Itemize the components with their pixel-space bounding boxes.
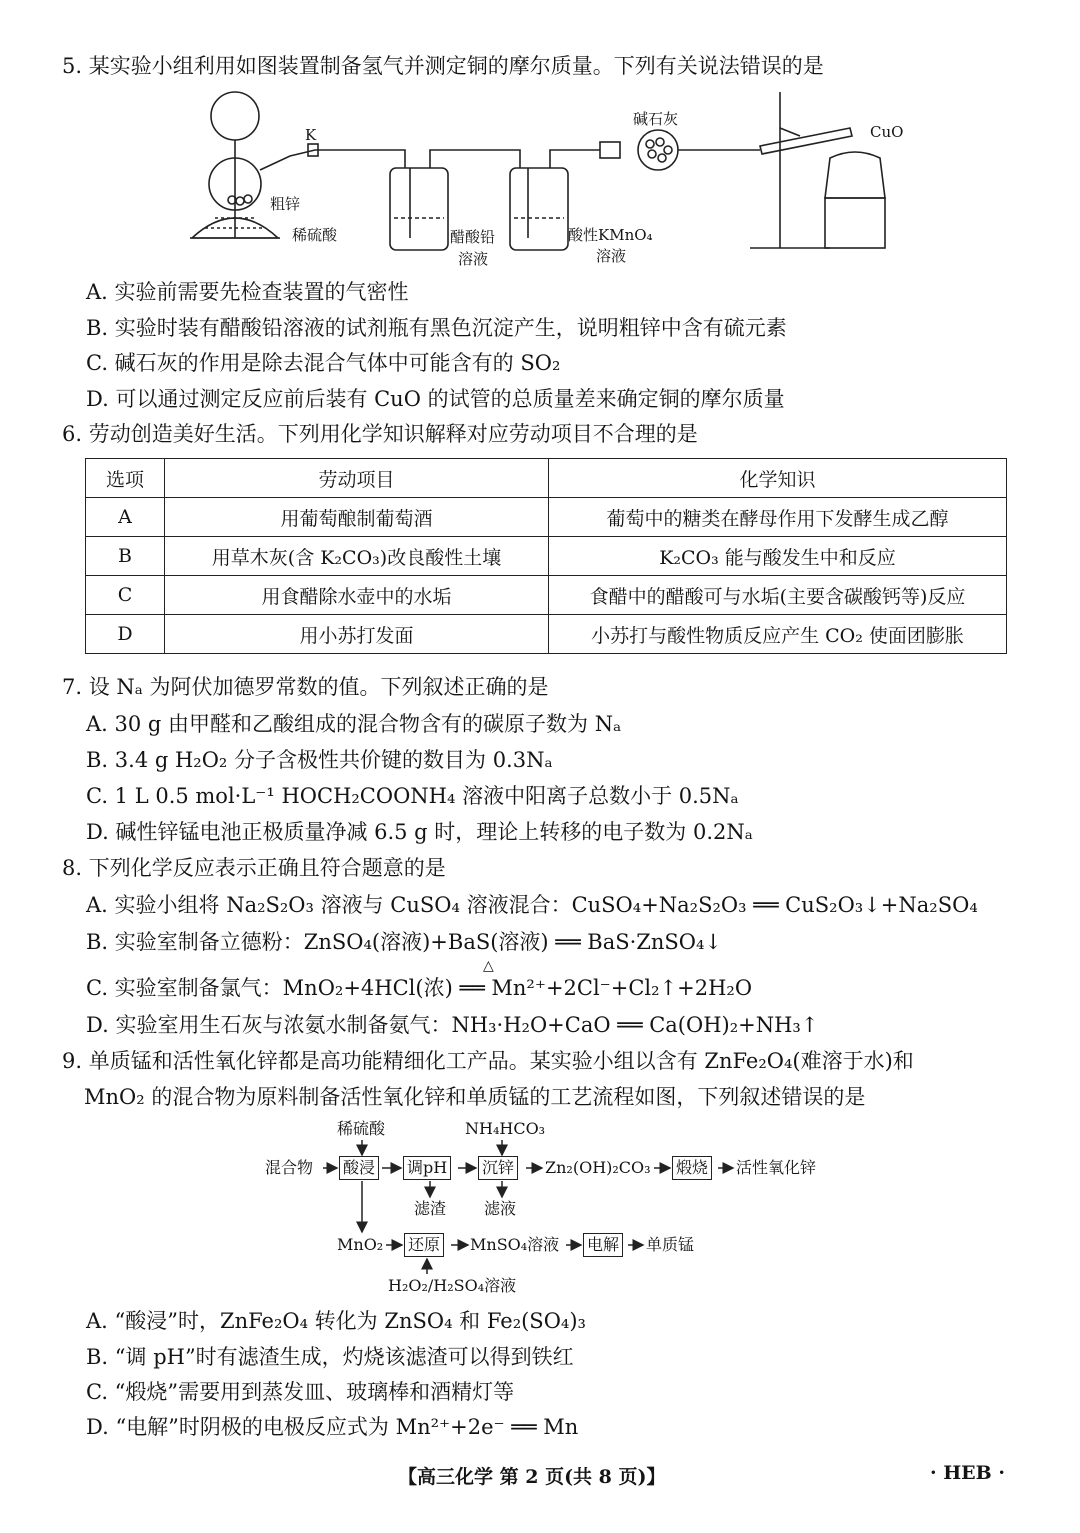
row-labor: 用小苏打发面 (165, 615, 549, 654)
q7-stem: 7. 设 Nₐ 为阿伏加德罗常数的值。下列叙述正确的是 (62, 675, 549, 699)
flow-mnso4: MnSO₄溶液 (470, 1235, 560, 1254)
q9-option-b: B. “调 pH”时有滤渣生成，灼烧该滤渣可以得到铁红 (86, 1345, 574, 1369)
header-option: 选项 (86, 459, 165, 498)
row-option: B (86, 537, 165, 576)
q8-option-a: A. 实验小组将 Na₂S₂O₃ 溶液与 CuSO₄ 溶液混合：CuSO₄+Na₂S₂O₃ ══ CuS₂O₃↓+Na₂SO₄ (86, 893, 978, 917)
footer-code: · HEB · (930, 1462, 1005, 1484)
soda-lime-label: 碱石灰 (633, 110, 679, 128)
q5-option-a: A. 实验前需要先检查装置的气密性 (86, 280, 409, 304)
q9-stem-line-1: 9. 单质锰和活性氧化锌都是高功能精细化工产品。某实验小组以含有 ZnFe₂O₄(难溶于水)和 (62, 1049, 914, 1073)
flow-residue: 滤渣 (414, 1199, 447, 1218)
row-knowledge: 小苏打与酸性物质反应产生 CO₂ 使面团膨胀 (549, 615, 1007, 654)
zinc-label: 粗锌 (270, 195, 301, 213)
q8-stem: 8. 下列化学反应表示正确且符合题意的是 (62, 856, 446, 880)
row-option: D (86, 615, 165, 654)
flow-zn-carbonate: Zn₂(OH)₂CO₃ (545, 1158, 651, 1177)
flow-precip-box: 沉锌 (478, 1156, 518, 1180)
q9-stem-line-2: MnO₂ 的混合物为原料制备活性氧化锌和单质锰的工艺流程如图，下列叙述错误的是 (84, 1085, 866, 1109)
q7-option-d: D. 碱性锌锰电池正极质量净减 6.5 g 时，理论上转移的电子数为 0.2Nₐ (86, 820, 753, 844)
kmno4-label: 酸性KMnO₄ (568, 226, 653, 244)
lead-acetate-label: 醋酸铅 (450, 228, 496, 246)
q8-option-d: D. 实验室用生石灰与浓氨水制备氨气：NH₃·H₂O+CaO ══ Ca(OH)₂+NH₃↑ (86, 1013, 819, 1037)
q7-option-b: B. 3.4 g H₂O₂ 分子含极性共价键的数目为 0.3Nₐ (86, 748, 553, 772)
row-option: C (86, 576, 165, 615)
flow-zno: 活性氧化锌 (736, 1158, 817, 1177)
flow-calcine-box: 煅烧 (672, 1156, 712, 1180)
q9-option-a: A. “酸浸”时，ZnFe₂O₄ 转化为 ZnSO₄ 和 Fe₂(SO₄)₃ (86, 1309, 586, 1333)
q5-option-d: D. 可以通过测定反应前后装有 CuO 的试管的总质量差来确定铜的摩尔质量 (86, 387, 785, 411)
q8-option-b: B. 实验室制备立德粉：ZnSO₄(溶液)+BaS(溶液) ══ BaS·ZnSO₄↓ (86, 930, 723, 954)
acid-label: 稀硫酸 (292, 226, 338, 244)
row-knowledge: 葡萄中的糖类在酵母作用下发酵生成乙醇 (549, 498, 1007, 537)
flow-sulfuric-acid: 稀硫酸 (337, 1119, 386, 1138)
cuo-label: CuO (870, 123, 904, 141)
heat-symbol: △ (483, 958, 494, 974)
flow-electrolysis-box: 电解 (583, 1233, 623, 1257)
flow-mn: 单质锰 (646, 1235, 695, 1254)
valve-k-label: K (305, 126, 317, 144)
flow-h2o2: H₂O₂/H₂SO₄溶液 (388, 1276, 517, 1295)
kmno4-label-2: 溶液 (596, 247, 627, 265)
q5-stem: 5. 某实验小组利用如图装置制备氢气并测定铜的摩尔质量。下列有关说法错误的是 (62, 54, 824, 78)
q6-stem: 6. 劳动创造美好生活。下列用化学知识解释对应劳动项目不合理的是 (62, 422, 698, 446)
q9-option-d: D. “电解”时阴极的电极反应式为 Mn²⁺+2e⁻ ══ Mn (86, 1415, 579, 1439)
row-option: A (86, 498, 165, 537)
flow-reduce-box: 还原 (404, 1233, 444, 1257)
flow-filtrate: 滤液 (484, 1199, 517, 1218)
footer-page-number: 【高三化学 第 2 页(共 8 页)】 (398, 1466, 666, 1488)
row-knowledge: 食醋中的醋酸可与水垢(主要含碳酸钙等)反应 (549, 576, 1007, 615)
row-knowledge: K₂CO₃ 能与酸发生中和反应 (549, 537, 1007, 576)
q8-option-c: C. 实验室制备氯气：MnO₂+4HCl(浓) ══ Mn²⁺+2Cl⁻+Cl₂↑+2H₂O (86, 976, 753, 1000)
lead-acetate-label-2: 溶液 (458, 250, 489, 268)
q5-option-b: B. 实验时装有醋酸铅溶液的试剂瓶有黑色沉淀产生，说明粗锌中含有硫元素 (86, 316, 787, 340)
q7-option-a: A. 30 g 由甲醛和乙酸组成的混合物含有的碳原子数为 Nₐ (86, 712, 622, 736)
row-labor: 用食醋除水壶中的水垢 (165, 576, 549, 615)
q5-option-c: C. 碱石灰的作用是除去混合气体中可能含有的 SO₂ (86, 351, 561, 375)
header-labor: 劳动项目 (165, 459, 549, 498)
flow-mno2: MnO₂ (337, 1235, 384, 1254)
flow-acid-leach-box: 酸浸 (339, 1156, 379, 1180)
flow-nh4hco3: NH₄HCO₃ (465, 1119, 546, 1138)
header-knowledge: 化学知识 (549, 459, 1007, 498)
flow-mixture: 混合物 (265, 1158, 314, 1177)
row-labor: 用草木灰(含 K₂CO₃)改良酸性土壤 (165, 537, 549, 576)
row-labor: 用葡萄酿制葡萄酒 (165, 498, 549, 537)
flow-ph-box: 调pH (403, 1156, 451, 1180)
q7-option-c: C. 1 L 0.5 mol·L⁻¹ HOCH₂COONH₄ 溶液中阳离子总数小于 0.5Nₐ (86, 784, 739, 808)
q9-option-c: C. “煅烧”需要用到蒸发皿、玻璃棒和酒精灯等 (86, 1380, 515, 1404)
